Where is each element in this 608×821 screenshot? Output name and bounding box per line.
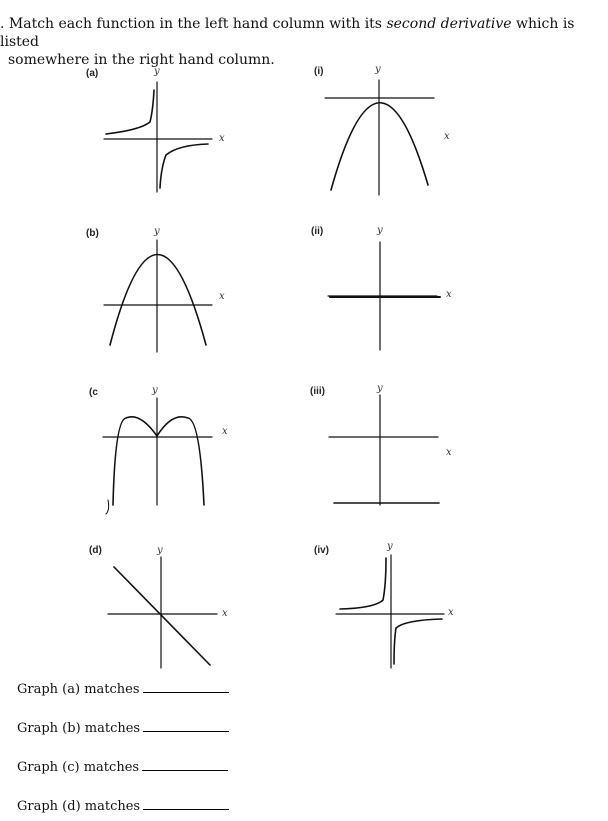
answer-b-text: Graph (b) matches	[17, 721, 141, 736]
prompt-text-3: somewhere in the right hand column.	[8, 52, 275, 68]
answer-a-blank[interactable]	[143, 681, 229, 693]
graph-iii-y-label: y	[377, 383, 383, 394]
graph-iv-label: (iv)	[314, 545, 329, 556]
graph-b	[104, 240, 212, 352]
prompt-text-2: which is listed	[0, 16, 575, 50]
graph-b-label: (b)	[86, 228, 99, 239]
graph-iii-label: (iii)	[310, 386, 325, 397]
graph-ii-x-label: x	[446, 289, 452, 300]
graph-i	[325, 80, 434, 195]
answer-b	[17, 720, 229, 736]
answer-d-blank[interactable]	[143, 798, 229, 810]
graph-i-x-label: x	[444, 131, 450, 142]
graph-b-x-label: x	[219, 291, 225, 302]
graph-iii-x-label: x	[446, 447, 452, 458]
graph-d-y-label: y	[157, 545, 163, 556]
answer-c-text: Graph (c) matches	[17, 760, 140, 775]
graph-c-y-label: y	[152, 385, 158, 396]
graph-iv-x-label: x	[448, 607, 454, 618]
graph-d	[108, 557, 217, 668]
answer-c	[17, 759, 228, 775]
answer-b-blank[interactable]	[143, 720, 229, 732]
graph-a-y-label: y	[154, 66, 160, 77]
graph-i-y-label: y	[375, 64, 381, 75]
answer-c-blank[interactable]	[142, 759, 228, 771]
graph-d-label: (d)	[89, 545, 102, 556]
graph-ii	[328, 242, 440, 350]
graph-ii-y-label: y	[377, 225, 383, 236]
answer-a	[17, 681, 229, 697]
graph-a	[104, 82, 212, 192]
graph-iv	[336, 555, 444, 668]
graph-c-x-label: x	[222, 426, 228, 437]
graph-c	[103, 398, 212, 514]
graph-a-x-label: x	[219, 133, 225, 144]
answer-a-text: Graph (a) matches	[17, 682, 140, 697]
prompt-emphasis: second derivative	[386, 16, 512, 32]
graph-iii	[329, 395, 439, 505]
graph-c-label: (c	[89, 387, 98, 398]
graph-a-label: (a)	[86, 68, 99, 79]
graph-i-label: (i)	[314, 66, 324, 77]
answer-d	[17, 798, 229, 814]
answer-d-text: Graph (d) matches	[17, 799, 141, 814]
prompt-text-1: . Match each function in the left hand column with its	[0, 16, 387, 32]
graph-b-y-label: y	[154, 226, 160, 237]
graph-ii-label: (ii)	[311, 226, 324, 237]
graph-iv-y-label: y	[387, 541, 393, 552]
graph-d-x-label: x	[222, 608, 228, 619]
